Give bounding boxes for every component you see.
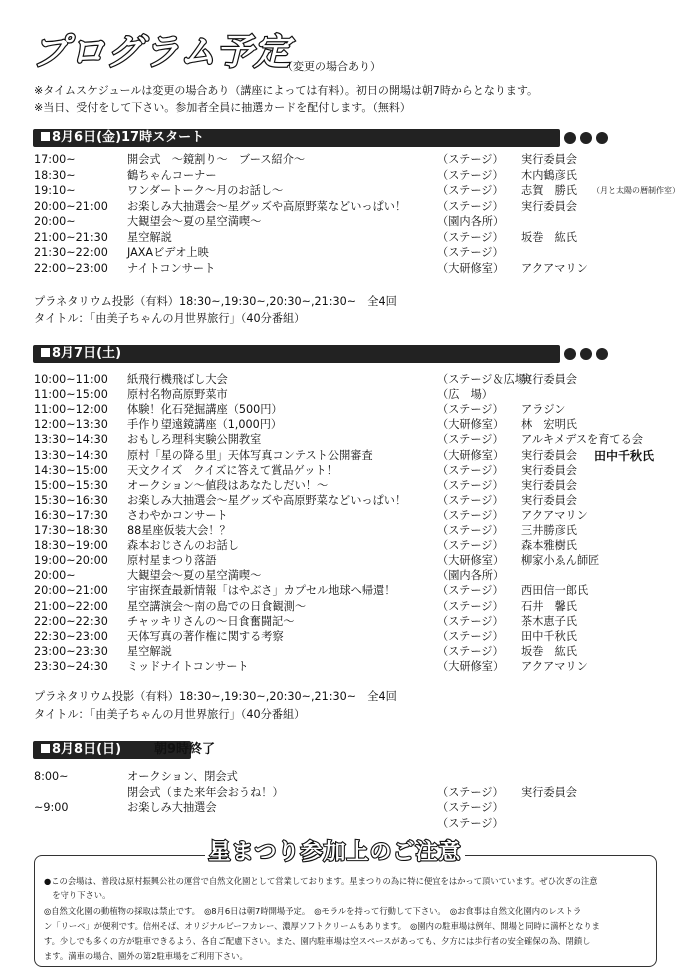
bar-dot xyxy=(580,132,592,144)
row-person: 木内鶴彦氏 xyxy=(521,168,577,182)
row-title: お楽しみ大抽選会 xyxy=(127,801,217,814)
schedule-row xyxy=(0,246,692,260)
schedule-row xyxy=(0,200,692,214)
schedule-row xyxy=(0,584,692,598)
schedule-row xyxy=(0,770,692,784)
row-place: （ステージ） xyxy=(437,463,504,477)
row-title: 森本おじさんのお話し xyxy=(127,539,239,553)
row-person: 西田信一郎氏 xyxy=(521,584,589,598)
row-person: 実行委員会 xyxy=(521,199,577,213)
row-title: 原村名物高原野菜市 xyxy=(127,388,228,402)
schedule-row xyxy=(0,403,692,417)
day2-planetarium: プラネタリウム投影（有料）18:30~,19:30~,20:30~,21:30~ 全4回 xyxy=(34,690,397,703)
row-time: 20:00~21:00 xyxy=(34,199,108,213)
row-time: 23:00~23:30 xyxy=(34,644,108,658)
schedule-row xyxy=(0,418,692,432)
row-person-note: （月と太陽の暦制作室） xyxy=(592,186,680,195)
row-time: 15:30~16:30 xyxy=(34,493,108,507)
row-time: 17:00~ xyxy=(34,153,76,166)
row-title: 天体写真の著作権に関する考察 xyxy=(127,629,284,643)
row-person: 三井勝彦氏 xyxy=(521,524,577,537)
row-place: （ステージ） xyxy=(437,230,504,244)
schedule-row xyxy=(0,388,692,402)
bar-dot xyxy=(596,132,608,144)
row-title: 原村「星の降る里」天体写真コンテスト公開審査 xyxy=(127,448,373,462)
row-person: 実行委員会 xyxy=(521,463,577,477)
bar-dot xyxy=(596,348,608,360)
row-title: 鶴ちゃんコーナー xyxy=(127,168,217,182)
row-person: アクアマリン xyxy=(521,659,588,673)
day1-dow: 金 xyxy=(102,130,116,145)
row-person: 実行委員会 xyxy=(521,493,577,507)
day2-title: 8月7日(土) xyxy=(41,345,121,363)
page-title: プログラム予定 xyxy=(32,32,291,73)
row-title: 大観望会～夏の星空満喫～ xyxy=(127,569,262,583)
notice-line: ●この会場は、普段は原村振興公社の運営で自然文化園として営業しております。星まつりの為に特に便宜をはかって頂いています。ぜひ次ぎの注意 xyxy=(44,876,598,886)
row-time: 20:00~ xyxy=(34,569,76,583)
row-place: （ステージ） xyxy=(437,599,504,613)
row-place: （ステージ） xyxy=(437,524,504,537)
schedule-row xyxy=(0,494,692,508)
schedule-row xyxy=(0,449,692,463)
row-time: 10:00~11:00 xyxy=(34,373,108,386)
row-time: 8:00~ xyxy=(34,770,69,783)
row-person: 森本雅樹氏 xyxy=(521,539,577,553)
row-title: ミッドナイトコンサート xyxy=(127,659,249,673)
row-person: アクアマリン xyxy=(521,508,588,522)
day3-label: 朝9時終了 xyxy=(154,742,216,757)
row-place: （広 場） xyxy=(437,388,493,402)
schedule-row xyxy=(0,231,692,245)
row-person: 実行委員会 xyxy=(521,373,577,386)
square-bullet-icon xyxy=(41,744,50,753)
row-person: 柳家小ゑん師匠 xyxy=(521,554,600,568)
notice-line: ン「リーベ」が便利です。信州そば、オリジナルビーフカレー、濃厚ソフトクリームもあります。 ◎園内の駐車場は例年、開場と同時に満杯となりま xyxy=(44,921,600,931)
row-title: 宇宙探査最新情報「はやぶさ」カプセル地球へ帰還！ xyxy=(127,584,396,598)
row-time: 16:30~17:30 xyxy=(34,508,108,522)
square-bullet-icon xyxy=(41,132,50,141)
notice-line: ◎自然文化園の動植物の採取は禁止です。 ◎8月6日は朝7時開場予定。 ◎モラルを持って行動して下さい。 ◎お食事は自然文化園内のレストラ xyxy=(44,906,582,916)
row-person: 志賀 勝氏 xyxy=(521,184,577,197)
schedule-row xyxy=(0,373,692,387)
row-title: お楽しみ大抽選会～星グッズや高原野菜などいっぱい！ xyxy=(127,493,407,507)
day2-planetarium-title: タイトル：「由美子ちゃんの月世界旅行」（40分番組） xyxy=(34,708,306,721)
row-person: 実行委員会 xyxy=(521,478,577,492)
row-person: 実行委員会 xyxy=(521,448,577,462)
row-time: 11:00~12:00 xyxy=(34,403,108,417)
row-title: 閉会式（また来年会おうね！） xyxy=(127,785,284,799)
day3-date: 8月8日 xyxy=(52,742,97,757)
row-person: 実行委員会 xyxy=(521,153,577,166)
row-time: 20:00~21:00 xyxy=(34,584,108,598)
row-person: アラジン xyxy=(521,403,566,417)
row-time: 17:30~18:30 xyxy=(34,524,108,537)
row-person: 石井 馨氏 xyxy=(521,599,577,613)
row-place: （ステージ） xyxy=(437,199,504,213)
row-place: （ステージ＆広場） xyxy=(437,373,538,386)
row-place: （大研修室） xyxy=(437,554,505,568)
row-place: （ステージ） xyxy=(437,816,504,830)
row-title: 星空解説 xyxy=(127,230,172,244)
row-time: 21:30~22:00 xyxy=(34,246,108,259)
schedule-row xyxy=(0,817,692,831)
row-title: 原村星まつり落語 xyxy=(127,554,217,568)
day1-title: 8月6日(金)17時スタート xyxy=(41,129,204,147)
row-title: 天文クイズ クイズに答えて賞品ゲット！ xyxy=(127,463,338,477)
row-title: 星空解説 xyxy=(127,644,172,658)
row-place: （ステージ） xyxy=(437,644,504,658)
row-person: 茶木恵子氏 xyxy=(521,614,577,628)
row-time: 21:00~21:30 xyxy=(34,230,108,244)
row-title: オークション、閉会式 xyxy=(127,770,238,783)
row-time: 21:00~22:00 xyxy=(34,599,108,613)
row-title: ワンダートーク～月のお話し～ xyxy=(127,184,284,197)
row-place: （ステージ） xyxy=(437,629,504,643)
row-place: （大研修室） xyxy=(437,418,505,432)
row-title: ナイトコンサート xyxy=(127,261,216,275)
row-place: （ステージ） xyxy=(437,493,504,507)
row-time: 19:00~20:00 xyxy=(34,554,108,568)
row-place: （大研修室） xyxy=(437,659,505,673)
schedule-row xyxy=(0,184,692,198)
notice-line: ます。満車の場合、園外の第2駐車場をご利用下さい。 xyxy=(44,951,248,961)
notice-line: を守り下さい。 xyxy=(44,890,111,900)
row-person: 坂巻 紘氏 xyxy=(521,230,577,244)
header-note: ※当日、受付をして下さい。参加者全員に抽選カードを配付します。（無料） xyxy=(34,101,411,114)
schedule-row xyxy=(0,433,692,447)
row-place: （ステージ） xyxy=(437,153,504,166)
schedule-row xyxy=(0,464,692,478)
row-title: 星空講演会～南の島での日食観測～ xyxy=(127,599,307,613)
row-time: 13:30~14:30 xyxy=(34,433,108,447)
row-place: （ステージ） xyxy=(437,478,504,492)
row-person: 田中千秋氏 xyxy=(521,629,577,643)
row-place: （ステージ） xyxy=(437,168,504,182)
row-person: 林 宏明氏 xyxy=(521,418,577,432)
row-extra-person: 田中千秋氏 xyxy=(594,448,655,463)
row-time: 11:00~15:00 xyxy=(34,388,108,402)
row-place: （ステージ） xyxy=(437,246,504,259)
day1-label: 17時スタート xyxy=(121,130,205,145)
row-time: 19:10~ xyxy=(34,184,76,197)
bar-dot xyxy=(580,348,592,360)
schedule-row xyxy=(0,539,692,553)
row-time: 22:00~23:00 xyxy=(34,261,108,275)
day3-title: 8月8日(日) xyxy=(41,741,121,759)
row-time: 13:30~14:30 xyxy=(34,448,108,462)
bar-dot xyxy=(564,132,576,144)
row-title: オークション～値段はあなたしだい！～ xyxy=(127,478,329,492)
row-time: 14:30~15:00 xyxy=(34,463,108,477)
row-title: 開会式 ～鏡割り～ ブース紹介～ xyxy=(127,153,306,166)
page-subtitle: （変更の場合あり） xyxy=(282,60,381,73)
row-time: 22:30~23:00 xyxy=(34,629,108,643)
schedule-row xyxy=(0,569,692,583)
row-place: （ステージ） xyxy=(437,403,504,417)
row-place: （ステージ） xyxy=(437,584,504,598)
day2-dow: 土 xyxy=(102,346,116,361)
day1-planetarium: プラネタリウム投影（有料）18:30~,19:30~,20:30~,21:30~ 全4回 xyxy=(34,295,397,308)
schedule-row xyxy=(0,509,692,523)
schedule-row xyxy=(0,169,692,183)
row-place: （ステージ） xyxy=(437,785,504,799)
row-title: お楽しみ大抽選会～星グッズや高原野菜などいっぱい！ xyxy=(127,199,407,213)
row-title: さわやかコンサート xyxy=(127,508,228,522)
row-title: 手作り望遠鏡講座（1,000円） xyxy=(127,418,283,432)
row-title: 体験！化石発掘講座（500円） xyxy=(127,403,283,417)
row-place: （園内各所） xyxy=(437,569,505,583)
day1-date: 8月6日 xyxy=(52,130,97,145)
schedule-row xyxy=(0,786,692,800)
row-place: （ステージ） xyxy=(437,508,504,522)
day1-planetarium-title: タイトル：「由美子ちゃんの月世界旅行」（40分番組） xyxy=(34,312,306,325)
row-place: （ステージ） xyxy=(437,614,504,628)
schedule-row xyxy=(0,660,692,674)
row-time: 18:30~19:00 xyxy=(34,539,108,553)
notice-line: す。少しでも多くの方が駐車できるよう、各自ご配慮下さい。また、園内駐車場は空スペースがあっても、夕方には歩行者の安全確保の為、閉鎖し xyxy=(44,936,591,946)
row-place: （ステージ） xyxy=(437,539,504,553)
day3-dow: 日 xyxy=(102,742,116,757)
schedule-row xyxy=(0,524,692,538)
row-place: （ステージ） xyxy=(437,184,504,197)
row-title: おもしろ理科実験公開教室 xyxy=(127,433,262,447)
schedule-row xyxy=(0,479,692,493)
day2-date: 8月7日 xyxy=(52,346,97,361)
row-title: 大観望会～夏の星空満喫～ xyxy=(127,215,262,228)
row-person: アルキメデスを育てる会 xyxy=(521,433,643,447)
notice-title: 星まつり参加上のご注意 xyxy=(205,838,465,868)
bar-dot xyxy=(564,348,576,360)
schedule-row xyxy=(0,615,692,629)
schedule-row xyxy=(0,153,692,167)
schedule-row xyxy=(0,630,692,644)
schedule-row xyxy=(0,554,692,568)
schedule-row xyxy=(0,262,692,276)
row-time: 12:00~13:30 xyxy=(34,418,108,432)
row-title: 紙飛行機飛ばし大会 xyxy=(127,373,228,386)
row-title: チャッキリさんの～日食奮闘記～ xyxy=(127,614,295,628)
row-place: （大研修室） xyxy=(437,448,505,462)
row-person: 実行委員会 xyxy=(521,785,577,799)
square-bullet-icon xyxy=(41,348,50,357)
row-time: 22:00~22:30 xyxy=(34,614,108,628)
row-place: （園内各所） xyxy=(437,215,505,228)
row-place: （ステージ） xyxy=(437,433,504,447)
row-person: アクアマリン xyxy=(521,261,588,275)
row-time: 18:30~ xyxy=(34,168,76,182)
row-time: ~9:00 xyxy=(34,801,69,814)
row-time: 20:00~ xyxy=(34,215,76,228)
row-time: 15:00~15:30 xyxy=(34,478,108,492)
schedule-row xyxy=(0,645,692,659)
schedule-row xyxy=(0,600,692,614)
row-title: JAXAビデオ上映 xyxy=(127,246,209,259)
row-place: （大研修室） xyxy=(437,261,505,275)
row-time: 23:30~24:30 xyxy=(34,659,108,673)
schedule-row xyxy=(0,215,692,229)
row-title: 88星座仮装大会！？ xyxy=(127,524,231,537)
row-place: （ステージ） xyxy=(437,801,504,814)
row-person: 坂巻 紘氏 xyxy=(521,644,577,658)
header-note: ※タイムスケジュールは変更の場合あり（講座によっては有料）。初日の開場は朝7時からとなります。 xyxy=(34,84,538,97)
schedule-row xyxy=(0,801,692,815)
